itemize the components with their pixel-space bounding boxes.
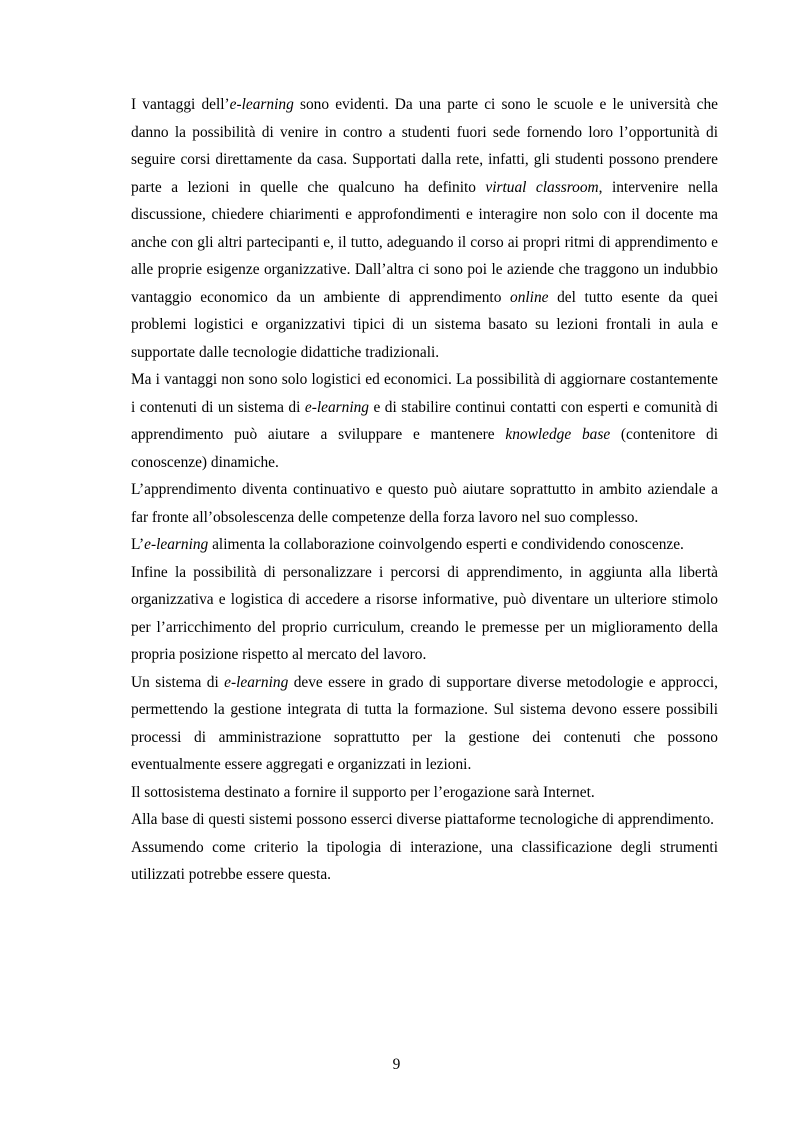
text-run: Ma i vantaggi non sono solo logistici ed economici. La possibilità di aggiornare costantemente i contenuti di un sistema di bbox=[131, 371, 718, 416]
paragraph-4 bbox=[131, 531, 718, 559]
italic-term: e-learning bbox=[224, 673, 289, 691]
body-text bbox=[131, 91, 718, 889]
italic-term: online bbox=[510, 288, 549, 306]
text-run: Un sistema di bbox=[131, 673, 225, 691]
text-run: (contenitore di conoscenze) dinamiche. bbox=[131, 426, 718, 471]
text-run: L’apprendimento diventa continuativo e questo può aiutare soprattutto in ambito aziendale a far fronte all’obsolescenza delle competenze della forza lavoro nel suo complesso. bbox=[131, 481, 718, 526]
paragraph-3 bbox=[131, 476, 718, 531]
italic-term: e-learning bbox=[304, 398, 369, 416]
text-run: Il sottosistema destinato a fornire il supporto per l’erogazione sarà Internet. bbox=[131, 783, 595, 801]
text-run: alimenta la collaborazione coinvolgendo esperti e condividendo conoscenze. bbox=[208, 536, 684, 553]
text-run: sono evidenti. Da una parte ci sono le scuole e le università che danno la possibilità di venire in contro a studenti fuori sede fornendo loro l’opportunità di seguire corsi direttamente da casa. Supportati dalla rete, infatti, gli studenti possono prendere parte a lezioni in quelle che qualcuno ha definito bbox=[131, 96, 718, 196]
paragraph-6 bbox=[131, 669, 718, 779]
text-run: I vantaggi dell’ bbox=[131, 96, 230, 113]
paragraph-1 bbox=[131, 91, 718, 366]
italic-term: virtual classroom bbox=[485, 178, 599, 196]
text-run: deve essere in grado di supportare diverse metodologie e approcci, permettendo la gestione integrata di tutta la formazione. Sul sistema devono essere possibili processi di amministrazione soprattutto per la gestione dei contenuti che possono eventualmente essere aggregati e organizzati in lezioni. bbox=[131, 673, 718, 773]
paragraph-8 bbox=[131, 806, 718, 834]
text-run: Alla base di questi sistemi possono esserci diverse piattaforme tecnologiche di apprendimento. bbox=[131, 811, 714, 828]
text-run: , intervenire nella discussione, chiedere chiarimenti e approfondimenti e interagire non solo con il docente ma anche con gli altri partecipanti e, il tutto, adeguando il corso ai propri ritmi di apprendimento e alle proprie esigenze organizzative. Dall’altra ci sono poi le aziende che traggono un indubbio vantaggio economico da un ambiente di apprendimento bbox=[131, 178, 718, 306]
paragraph-2 bbox=[131, 366, 718, 476]
text-run: L’ bbox=[131, 536, 145, 553]
italic-term: knowledge base bbox=[505, 426, 611, 443]
italic-term: e-learning bbox=[229, 96, 294, 113]
text-run: del tutto esente da quei problemi logistici e organizzativi tipici di un sistema basato su lezioni frontali in aula e supportate dalle tecnologie didattiche tradizionali. bbox=[131, 288, 718, 361]
text-run: e di stabilire continui contatti con esperti e comunità di apprendimento può aiutare a sviluppare e mantenere bbox=[131, 398, 718, 443]
italic-term: e-learning bbox=[144, 536, 209, 553]
paragraph-5 bbox=[131, 559, 718, 669]
page-number: 9 bbox=[392, 1056, 401, 1073]
paragraph-9 bbox=[131, 834, 718, 889]
paragraph-7 bbox=[131, 779, 718, 807]
text-run: Infine la possibilità di personalizzare i percorsi di apprendimento, in aggiunta alla libertà organizzativa e logistica di accedere a risorse informative, può diventare un ulteriore stimolo per l’arricchimento del proprio curriculum, creando le premesse per un miglioramento della propria posizione rispetto al mercato del lavoro. bbox=[131, 563, 718, 663]
text-run: Assumendo come criterio la tipologia di interazione, una classificazione degli strumenti utilizzati potrebbe essere questa. bbox=[131, 838, 718, 883]
